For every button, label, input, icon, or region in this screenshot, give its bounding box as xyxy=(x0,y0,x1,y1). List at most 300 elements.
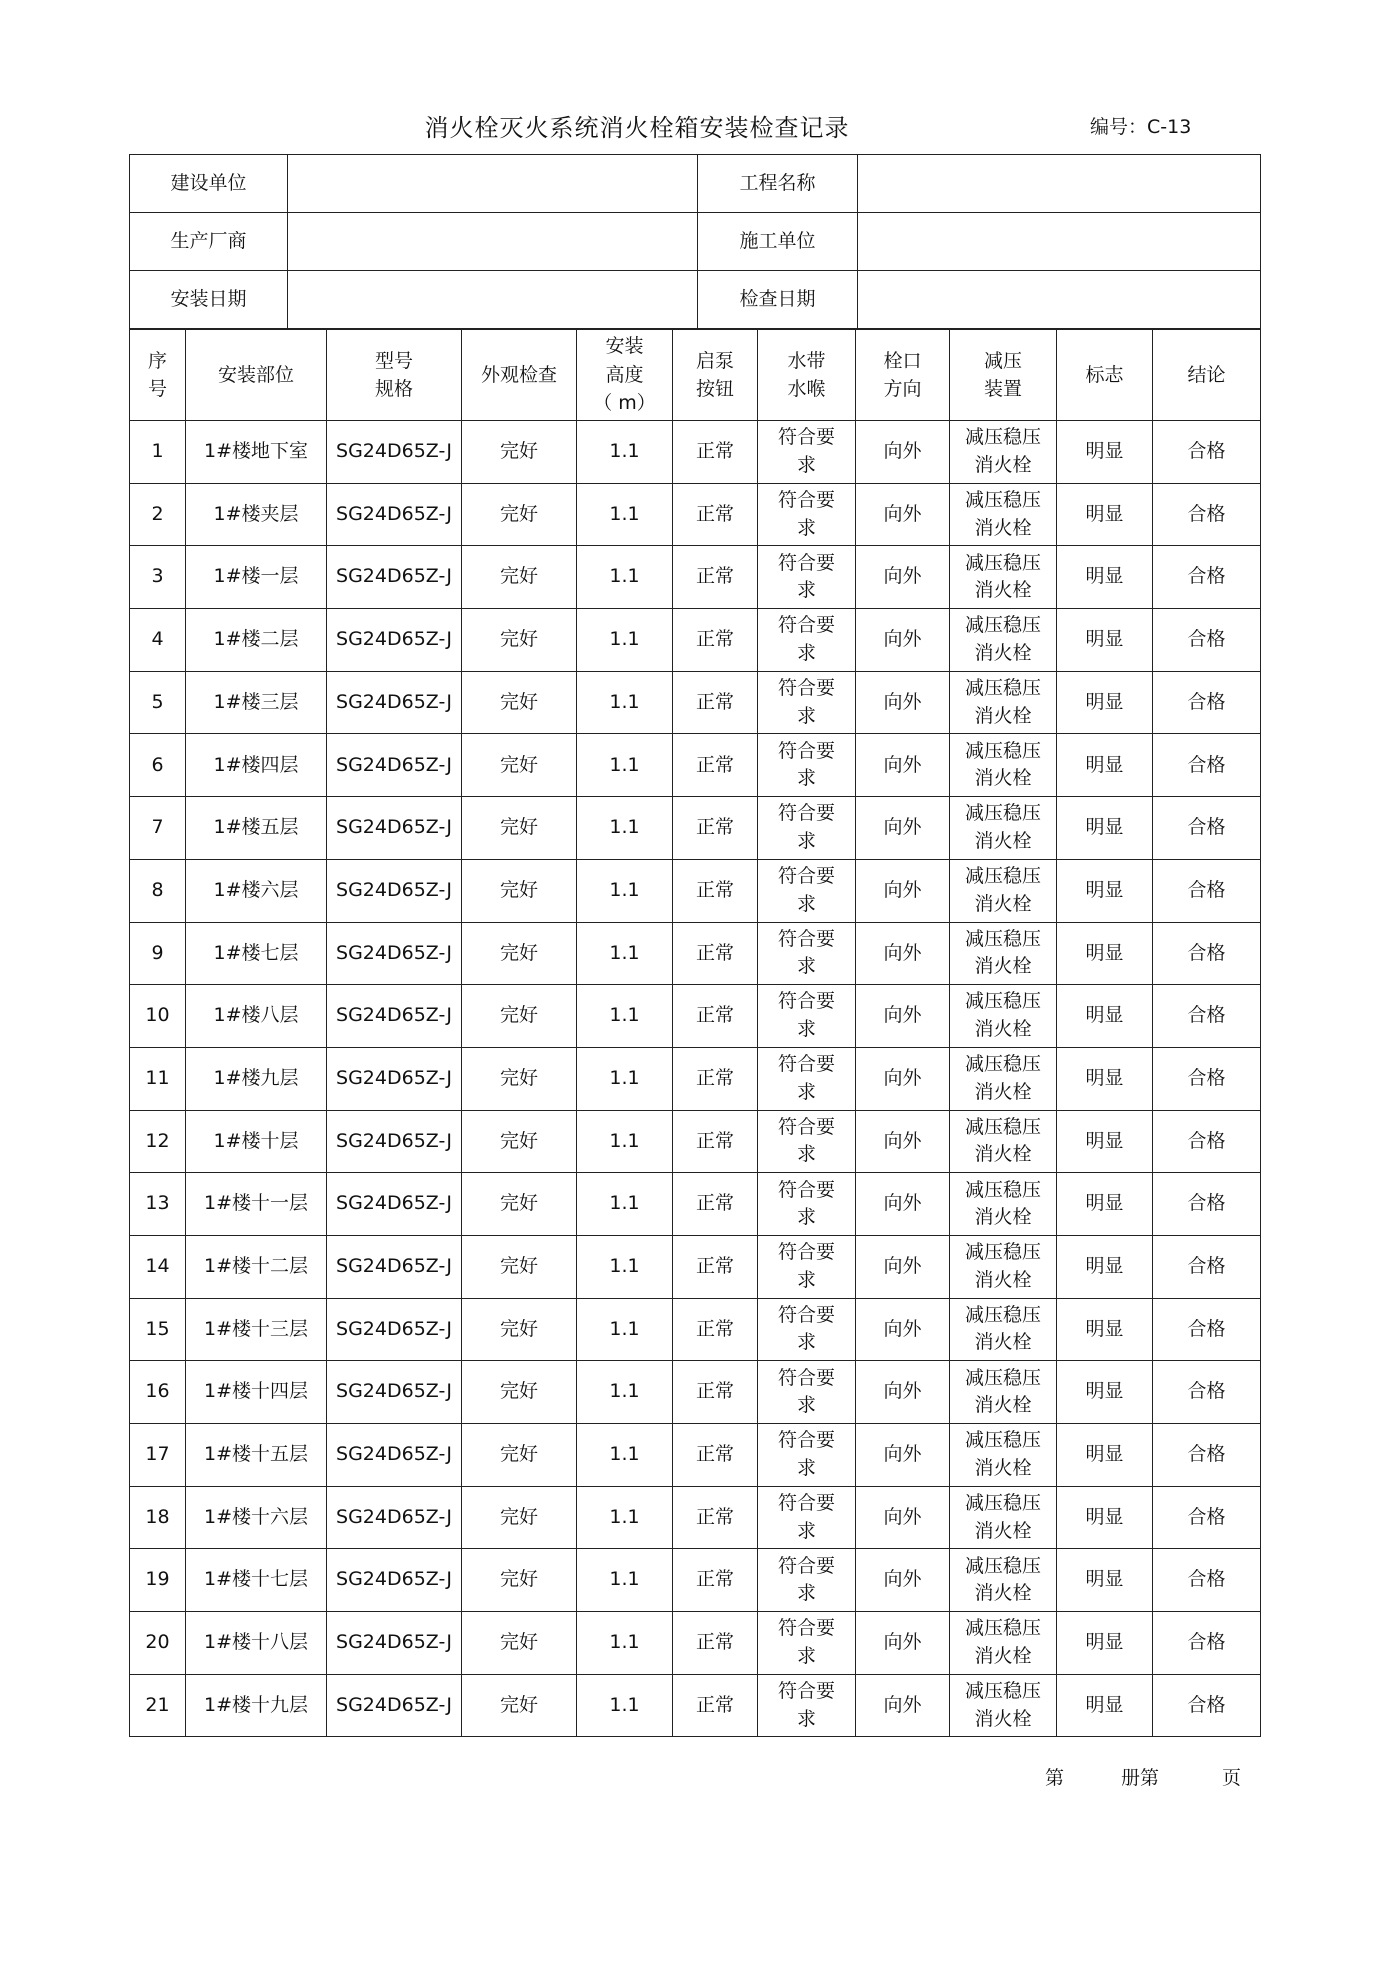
table-cell: 合格 xyxy=(1153,1361,1261,1424)
cell-line: 装置 xyxy=(983,378,1022,400)
table-cell: SG24D65Z-J xyxy=(327,1235,462,1298)
cell-line: 消火栓 xyxy=(974,892,1032,915)
table-cell: 明显 xyxy=(1057,483,1153,546)
info-label: 检查日期 xyxy=(698,271,858,329)
table-cell: 向外 xyxy=(856,1612,950,1675)
table-cell: 合格 xyxy=(1153,609,1261,672)
cell-line: 求 xyxy=(796,1143,816,1166)
table-row xyxy=(130,671,1261,734)
cell-line: 符合要 xyxy=(777,990,835,1013)
table-cell: 1.1 xyxy=(577,1424,673,1487)
table-cell xyxy=(950,609,1057,672)
cell-line: 消火栓 xyxy=(974,955,1032,978)
table-cell: 明显 xyxy=(1057,1549,1153,1612)
table-cell: 向外 xyxy=(856,1361,950,1424)
cell-line: 求 xyxy=(796,1080,816,1103)
table-cell: 向外 xyxy=(856,609,950,672)
table-cell: 合格 xyxy=(1153,421,1261,484)
column-header xyxy=(462,330,577,421)
table-cell: 1#楼四层 xyxy=(186,734,327,797)
info-label: 安装日期 xyxy=(130,271,288,329)
table-cell: 合格 xyxy=(1153,483,1261,546)
table-cell xyxy=(758,797,856,860)
table-cell: 1.1 xyxy=(577,546,673,609)
table-cell: 1.1 xyxy=(577,421,673,484)
table-cell xyxy=(758,1173,856,1236)
cell-line: 减压稳压 xyxy=(964,1115,1041,1138)
table-cell: 正常 xyxy=(673,483,758,546)
column-header xyxy=(327,330,462,421)
table-cell: 向外 xyxy=(856,734,950,797)
table-cell: SG24D65Z-J xyxy=(327,1047,462,1110)
table-cell: 1#楼十五层 xyxy=(186,1424,327,1487)
table-cell xyxy=(758,483,856,546)
table-cell xyxy=(758,671,856,734)
table-row xyxy=(130,1047,1261,1110)
cell-line: 求 xyxy=(796,892,816,915)
cell-line: 减压稳压 xyxy=(964,739,1041,762)
cell-line: 求 xyxy=(796,579,816,602)
cell-line: 求 xyxy=(796,767,816,790)
cell-line: 减压稳压 xyxy=(964,1680,1041,1703)
info-row xyxy=(130,271,1261,329)
column-header xyxy=(577,330,673,421)
cell-line: 符合要 xyxy=(777,551,835,574)
table-cell: 完好 xyxy=(462,609,577,672)
cell-line: 减压稳压 xyxy=(964,614,1041,637)
table-cell: 1#楼夹层 xyxy=(186,483,327,546)
cell-line: 减压稳压 xyxy=(964,551,1041,574)
cell-line: 规格 xyxy=(374,378,413,400)
table-cell: 15 xyxy=(130,1298,186,1361)
table-cell: 向外 xyxy=(856,859,950,922)
table-cell: 1.1 xyxy=(577,1173,673,1236)
table-cell: 1.1 xyxy=(577,1361,673,1424)
table-cell: 1#楼地下室 xyxy=(186,421,327,484)
table-cell xyxy=(950,1361,1057,1424)
table-cell: 向外 xyxy=(856,922,950,985)
cell-line: 消火栓 xyxy=(974,1394,1032,1417)
table-cell xyxy=(758,421,856,484)
cell-line: 符合要 xyxy=(777,614,835,637)
table-cell: 向外 xyxy=(856,483,950,546)
table-cell: 完好 xyxy=(462,483,577,546)
table-cell: 明显 xyxy=(1057,922,1153,985)
cell-line: 安装 xyxy=(605,335,644,358)
column-header xyxy=(758,330,856,421)
info-table xyxy=(129,154,1261,329)
cell-line: 求 xyxy=(796,829,816,852)
table-cell xyxy=(950,797,1057,860)
cell-line: 求 xyxy=(796,1268,816,1291)
table-cell: 完好 xyxy=(462,421,577,484)
table-cell xyxy=(950,1298,1057,1361)
table-cell xyxy=(758,1361,856,1424)
table-cell: 向外 xyxy=(856,546,950,609)
column-header xyxy=(1153,330,1261,421)
table-cell: 向外 xyxy=(856,1173,950,1236)
table-cell: 合格 xyxy=(1153,1173,1261,1236)
table-cell: SG24D65Z-J xyxy=(327,1674,462,1737)
info-label: 施工单位 xyxy=(698,213,858,271)
table-cell: 完好 xyxy=(462,1486,577,1549)
cell-line: 序 xyxy=(147,349,167,372)
table-cell: SG24D65Z-J xyxy=(327,421,462,484)
cell-line: 求 xyxy=(796,1456,816,1479)
cell-line: 求 xyxy=(796,453,816,476)
table-cell: SG24D65Z-J xyxy=(327,1612,462,1675)
cell-line: 减压 xyxy=(983,349,1022,372)
cell-line: 消火栓 xyxy=(974,641,1032,664)
table-cell xyxy=(758,734,856,797)
cell-line: 符合要 xyxy=(777,1366,835,1389)
table-cell: SG24D65Z-J xyxy=(327,1298,462,1361)
table-row xyxy=(130,483,1261,546)
footer-ce: 册第 xyxy=(1121,1767,1160,1789)
table-cell: 合格 xyxy=(1153,1674,1261,1737)
table-cell: 向外 xyxy=(856,797,950,860)
table-row xyxy=(130,1486,1261,1549)
info-label: 生产厂商 xyxy=(130,213,288,271)
cell-line: 求 xyxy=(796,1644,816,1667)
table-cell: 1.1 xyxy=(577,1486,673,1549)
cell-line: 符合要 xyxy=(777,1617,835,1640)
cell-line: 求 xyxy=(796,516,816,539)
cell-line: 启泵 xyxy=(695,349,734,372)
table-cell: 明显 xyxy=(1057,859,1153,922)
table-cell xyxy=(758,985,856,1048)
table-cell: 正常 xyxy=(673,1298,758,1361)
table-row xyxy=(130,797,1261,860)
cell-line: 消火栓 xyxy=(974,1143,1032,1166)
cell-line: 结论 xyxy=(1187,363,1226,386)
table-row xyxy=(130,421,1261,484)
table-cell xyxy=(758,922,856,985)
cell-line: 消火栓 xyxy=(974,1582,1032,1605)
cell-line: 型号 xyxy=(374,349,413,372)
table-cell: 正常 xyxy=(673,671,758,734)
table-cell xyxy=(950,1173,1057,1236)
cell-line: 消火栓 xyxy=(974,1268,1032,1291)
table-cell: 完好 xyxy=(462,1173,577,1236)
cell-line: 减压稳压 xyxy=(964,1617,1041,1640)
table-cell: 正常 xyxy=(673,985,758,1048)
table-cell: 正常 xyxy=(673,1361,758,1424)
column-header xyxy=(673,330,758,421)
table-cell xyxy=(950,483,1057,546)
footer-ye: 页 xyxy=(1222,1767,1242,1789)
table-cell: 明显 xyxy=(1057,421,1153,484)
table-cell: SG24D65Z-J xyxy=(327,1486,462,1549)
table-cell xyxy=(950,1424,1057,1487)
cell-line: 符合要 xyxy=(777,488,835,511)
table-cell: 明显 xyxy=(1057,1612,1153,1675)
cell-line: 求 xyxy=(796,1582,816,1605)
cell-line: 消火栓 xyxy=(974,1331,1032,1354)
table-cell: 合格 xyxy=(1153,1424,1261,1487)
cell-line: 符合要 xyxy=(777,802,835,825)
table-cell: 1 xyxy=(130,421,186,484)
cell-line: 符合要 xyxy=(777,426,835,449)
table-cell: SG24D65Z-J xyxy=(327,922,462,985)
table-cell: 1#楼一层 xyxy=(186,546,327,609)
table-cell: 12 xyxy=(130,1110,186,1173)
cell-line: 号 xyxy=(147,378,167,400)
table-cell: 5 xyxy=(130,671,186,734)
table-cell xyxy=(758,1549,856,1612)
table-cell: 1#楼五层 xyxy=(186,797,327,860)
info-value xyxy=(288,271,698,329)
table-cell: 1#楼十层 xyxy=(186,1110,327,1173)
info-label: 工程名称 xyxy=(698,155,858,213)
table-cell: 明显 xyxy=(1057,1047,1153,1110)
cell-line: 减压稳压 xyxy=(964,677,1041,700)
table-cell: 10 xyxy=(130,985,186,1048)
cell-line: 消火栓 xyxy=(974,1644,1032,1667)
info-label: 建设单位 xyxy=(130,155,288,213)
table-cell: 14 xyxy=(130,1235,186,1298)
table-cell xyxy=(950,985,1057,1048)
cell-line: 消火栓 xyxy=(974,767,1032,790)
table-cell: 6 xyxy=(130,734,186,797)
table-cell: 1.1 xyxy=(577,1549,673,1612)
table-cell: 合格 xyxy=(1153,1298,1261,1361)
table-cell xyxy=(950,1674,1057,1737)
table-cell: 1#楼七层 xyxy=(186,922,327,985)
table-cell: 向外 xyxy=(856,1549,950,1612)
table-cell: 正常 xyxy=(673,1110,758,1173)
table-cell: 完好 xyxy=(462,859,577,922)
table-cell: 1#楼二层 xyxy=(186,609,327,672)
table-cell: 完好 xyxy=(462,1612,577,1675)
table-cell: 正常 xyxy=(673,734,758,797)
table-cell: 正常 xyxy=(673,1173,758,1236)
table-cell xyxy=(950,1047,1057,1110)
table-cell: 1#楼十八层 xyxy=(186,1612,327,1675)
table-cell: 正常 xyxy=(673,1047,758,1110)
table-row xyxy=(130,859,1261,922)
cell-line: 减压稳压 xyxy=(964,1429,1041,1452)
table-cell xyxy=(950,1110,1057,1173)
table-cell: 合格 xyxy=(1153,734,1261,797)
table-cell xyxy=(758,546,856,609)
table-cell xyxy=(758,1612,856,1675)
column-header xyxy=(186,330,327,421)
cell-line: 求 xyxy=(796,704,816,727)
table-cell: 正常 xyxy=(673,1549,758,1612)
table-cell: 1.1 xyxy=(577,1612,673,1675)
table-cell: 1#楼十七层 xyxy=(186,1549,327,1612)
cell-line: 减压稳压 xyxy=(964,426,1041,449)
cell-line: 求 xyxy=(796,1206,816,1229)
table-cell: 1.1 xyxy=(577,985,673,1048)
table-cell xyxy=(758,1424,856,1487)
table-cell xyxy=(758,609,856,672)
cell-line: 减压稳压 xyxy=(964,802,1041,825)
info-value xyxy=(858,271,1261,329)
footer-di: 第 xyxy=(1045,1767,1065,1789)
table-cell: 13 xyxy=(130,1173,186,1236)
table-cell: 向外 xyxy=(856,1674,950,1737)
cell-line: 求 xyxy=(796,1707,816,1730)
table-row xyxy=(130,546,1261,609)
table-cell: 明显 xyxy=(1057,609,1153,672)
cell-line: 求 xyxy=(796,1331,816,1354)
table-cell: SG24D65Z-J xyxy=(327,1173,462,1236)
table-cell: 明显 xyxy=(1057,1674,1153,1737)
table-cell xyxy=(758,1110,856,1173)
table-cell: 9 xyxy=(130,922,186,985)
table-cell xyxy=(950,1549,1057,1612)
table-cell: 向外 xyxy=(856,671,950,734)
table-cell: 1#楼十六层 xyxy=(186,1486,327,1549)
table-cell: 向外 xyxy=(856,1110,950,1173)
table-cell: 正常 xyxy=(673,1235,758,1298)
table-row xyxy=(130,1612,1261,1675)
table-cell: 合格 xyxy=(1153,1110,1261,1173)
table-cell: SG24D65Z-J xyxy=(327,483,462,546)
table-cell: 明显 xyxy=(1057,1486,1153,1549)
table-cell: 完好 xyxy=(462,1674,577,1737)
table-cell: 19 xyxy=(130,1549,186,1612)
table-cell xyxy=(950,421,1057,484)
table-row xyxy=(130,1361,1261,1424)
cell-line: 减压稳压 xyxy=(964,1366,1041,1389)
table-cell: 正常 xyxy=(673,609,758,672)
table-cell: 合格 xyxy=(1153,985,1261,1048)
table-cell: 17 xyxy=(130,1424,186,1487)
table-cell: 1.1 xyxy=(577,483,673,546)
table-cell: 合格 xyxy=(1153,1549,1261,1612)
table-cell xyxy=(758,1486,856,1549)
table-row xyxy=(130,1110,1261,1173)
table-cell: SG24D65Z-J xyxy=(327,797,462,860)
table-cell: 1.1 xyxy=(577,1298,673,1361)
column-header xyxy=(130,330,186,421)
table-cell: 向外 xyxy=(856,1486,950,1549)
table-cell: 明显 xyxy=(1057,797,1153,860)
cell-line: 减压稳压 xyxy=(964,1554,1041,1577)
table-cell: 1.1 xyxy=(577,1110,673,1173)
table-cell: 20 xyxy=(130,1612,186,1675)
table-cell: 完好 xyxy=(462,1361,577,1424)
cell-line: 符合要 xyxy=(777,1178,835,1201)
cell-line: 消火栓 xyxy=(974,1456,1032,1479)
cell-line: 消火栓 xyxy=(974,579,1032,602)
table-cell: 完好 xyxy=(462,734,577,797)
info-value xyxy=(288,155,698,213)
table-cell: 合格 xyxy=(1153,1047,1261,1110)
table-cell: 完好 xyxy=(462,1110,577,1173)
cell-line: 消火栓 xyxy=(974,1519,1032,1542)
table-cell: 明显 xyxy=(1057,1361,1153,1424)
table-cell: 向外 xyxy=(856,985,950,1048)
table-cell: 向外 xyxy=(856,1235,950,1298)
table-cell: 明显 xyxy=(1057,1424,1153,1487)
info-value xyxy=(858,155,1261,213)
cell-line: 消火栓 xyxy=(974,1707,1032,1730)
table-row xyxy=(130,922,1261,985)
table-cell xyxy=(950,734,1057,797)
inspection-table xyxy=(129,329,1261,1737)
cell-line: 求 xyxy=(796,641,816,664)
table-row xyxy=(130,1549,1261,1612)
table-cell: 16 xyxy=(130,1361,186,1424)
table-cell: 合格 xyxy=(1153,546,1261,609)
cell-line: 求 xyxy=(796,1018,816,1041)
table-cell: 正常 xyxy=(673,546,758,609)
table-cell: 完好 xyxy=(462,1235,577,1298)
table-cell: 1#楼九层 xyxy=(186,1047,327,1110)
table-cell: SG24D65Z-J xyxy=(327,546,462,609)
table-cell: 正常 xyxy=(673,421,758,484)
table-cell xyxy=(950,1612,1057,1675)
info-row xyxy=(130,155,1261,213)
table-cell xyxy=(758,1047,856,1110)
cell-line: 减压稳压 xyxy=(964,865,1041,888)
cell-line: 高度 xyxy=(605,363,644,386)
table-cell: 正常 xyxy=(673,922,758,985)
table-cell: 合格 xyxy=(1153,671,1261,734)
cell-line: 方向 xyxy=(883,378,922,400)
cell-line: 求 xyxy=(796,1519,816,1542)
table-cell: 1.1 xyxy=(577,922,673,985)
cell-line: 标志 xyxy=(1085,363,1124,386)
table-cell: 完好 xyxy=(462,985,577,1048)
table-cell: SG24D65Z-J xyxy=(327,1424,462,1487)
table-cell: SG24D65Z-J xyxy=(327,859,462,922)
cell-line: 安装部位 xyxy=(217,363,294,386)
table-row xyxy=(130,734,1261,797)
cell-line: 减压稳压 xyxy=(964,1053,1041,1076)
cell-line: 符合要 xyxy=(777,1429,835,1452)
table-cell: 向外 xyxy=(856,1298,950,1361)
table-cell: 明显 xyxy=(1057,734,1153,797)
cell-line: 消火栓 xyxy=(974,516,1032,539)
table-cell: SG24D65Z-J xyxy=(327,1549,462,1612)
cell-line: 减压稳压 xyxy=(964,1491,1041,1514)
cell-line: 符合要 xyxy=(777,865,835,888)
table-cell: 4 xyxy=(130,609,186,672)
table-cell: 完好 xyxy=(462,1424,577,1487)
table-cell: 1.1 xyxy=(577,1674,673,1737)
table-cell: 向外 xyxy=(856,1047,950,1110)
table-cell: 明显 xyxy=(1057,1298,1153,1361)
cell-line: 符合要 xyxy=(777,1053,835,1076)
table-cell: 完好 xyxy=(462,1549,577,1612)
table-cell: 完好 xyxy=(462,1047,577,1110)
table-cell: 1.1 xyxy=(577,859,673,922)
table-cell: 1#楼十二层 xyxy=(186,1235,327,1298)
table-cell xyxy=(950,1486,1057,1549)
cell-line: 按钮 xyxy=(695,378,734,400)
table-cell xyxy=(950,671,1057,734)
table-cell: SG24D65Z-J xyxy=(327,671,462,734)
table-cell: 完好 xyxy=(462,922,577,985)
document-code: 编号：C-13 xyxy=(1090,116,1192,138)
cell-line: 栓口 xyxy=(883,349,922,372)
table-cell: 向外 xyxy=(856,421,950,484)
table-cell: 1.1 xyxy=(577,1235,673,1298)
cell-line: 符合要 xyxy=(777,1680,835,1703)
table-cell: 正常 xyxy=(673,859,758,922)
cell-line: 减压稳压 xyxy=(964,488,1041,511)
table-cell: 1.1 xyxy=(577,734,673,797)
cell-line: 符合要 xyxy=(777,739,835,762)
table-cell: 明显 xyxy=(1057,1173,1153,1236)
table-cell: 合格 xyxy=(1153,1486,1261,1549)
table-cell: 7 xyxy=(130,797,186,860)
